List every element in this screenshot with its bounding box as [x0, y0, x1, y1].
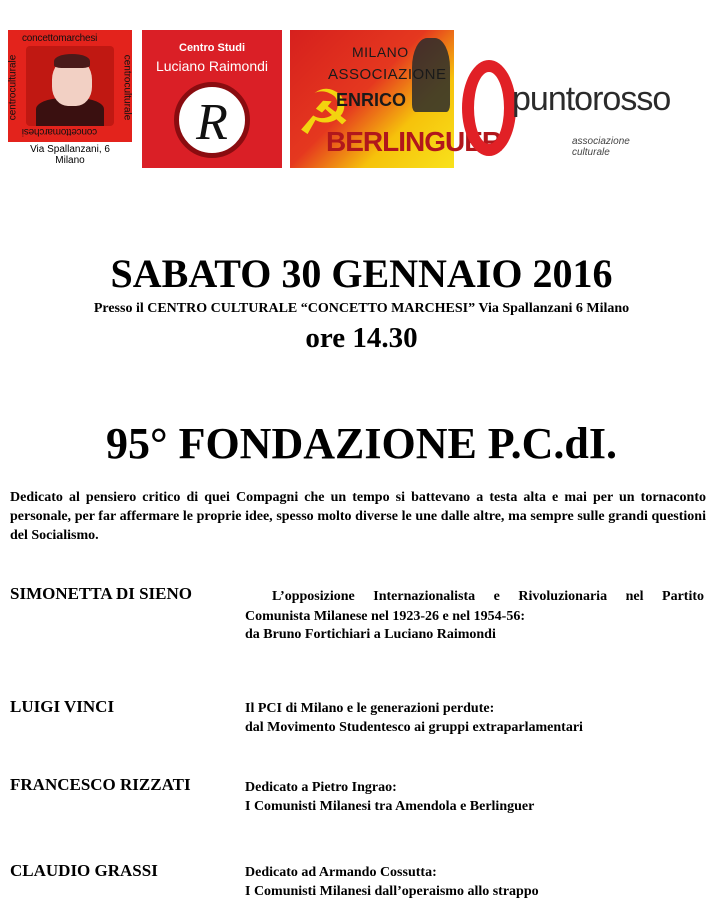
monogram-letter: R: [196, 94, 228, 151]
speaker-topic-1-line-1: L’opposizione Internazionalista e Rivoluzionaria nel Partito: [272, 589, 704, 604]
logo2-line-1: Centro Studi: [179, 42, 245, 54]
address-line-1: Via Spallanzani, 6: [30, 144, 110, 155]
speaker-topic-4-line-1: Dedicato ad Armando Cossutta:: [245, 865, 437, 880]
concetto-marchesi-logo: [8, 30, 132, 142]
logo3-line-3: ENRICO: [336, 90, 407, 110]
logo-ring-text-top: concettomarchesi: [22, 33, 98, 44]
event-intro: Dedicato al pensiero critico di quei Compagni che un tempo si battevano a testa alta e mai per un tornaconto personale, per far affermare le proprie idee, spesso molto diverse le une dalle altre, ma sempre sulle grandi questioni del Socialismo.: [10, 490, 706, 543]
speaker-topic-2-line-2: dal Movimento Studentesco ai gruppi extraparlamentari: [245, 720, 583, 735]
event-date: SABATO 30 GENNAIO 2016: [110, 251, 613, 296]
r-monogram-icon: [174, 82, 250, 158]
red-ring-icon: [462, 60, 516, 156]
logo-side-text-left: centroculturale: [7, 54, 19, 121]
address-line-2: Milano: [55, 155, 85, 166]
speaker-topic-3-line-2: I Comunisti Milanesi tra Amendola e Berlinguer: [245, 799, 535, 814]
event-venue: Presso il CENTRO CULTURALE “CONCETTO MARCHESI” Via Spallanzani 6 Milano: [93, 301, 630, 316]
speaker-name-2: LUIGI VINCI: [10, 697, 115, 716]
portrait-image: [26, 46, 114, 126]
speaker-name-3: FRANCESCO RIZZATI: [10, 775, 191, 794]
logo2-line-2: Luciano Raimondi: [155, 58, 269, 74]
speaker-topic-1-line-2: Comunista Milanese nel 1923-26 e nel 1954-56:: [245, 609, 525, 624]
event-time: ore 14.30: [305, 322, 418, 354]
event-title: 95° FONDAZIONE P.C.dI.: [105, 419, 618, 468]
luciano-raimondi-logo: [142, 30, 282, 168]
punto-rosso-tagline: associazione culturale: [572, 136, 630, 158]
speaker-name-1: SIMONETTA DI SIENO: [10, 584, 193, 603]
berlinguer-logo: [290, 30, 502, 168]
hammer-sickle-icon: ☭: [296, 76, 352, 149]
logo3-line-4: BERLINGUER: [326, 126, 502, 157]
logo-ring-text-bottom: concettomarchesi: [22, 126, 98, 137]
speaker-name-4: CLAUDIO GRASSI: [10, 861, 158, 880]
logo3-line-2: ASSOCIAZIONE: [328, 66, 447, 83]
punto-rosso-logo: [462, 56, 671, 166]
concetto-marchesi-address: [8, 144, 132, 166]
punto-rosso-name: puntorosso: [512, 80, 671, 118]
logo-side-text-right: centroculturale: [121, 54, 133, 121]
speaker-topic-4-line-2: I Comunisti Milanesi dall’operaismo allo strappo: [245, 884, 539, 899]
speaker-topic-2-line-1: Il PCI di Milano e le generazioni perdute:: [245, 701, 495, 716]
speaker-topic-3-line-1: Dedicato a Pietro Ingrao:: [245, 780, 397, 795]
logo3-line-1: MILANO: [352, 44, 409, 60]
speaker-topic-1-line-3: da Bruno Fortichiari a Luciano Raimondi: [245, 627, 496, 642]
